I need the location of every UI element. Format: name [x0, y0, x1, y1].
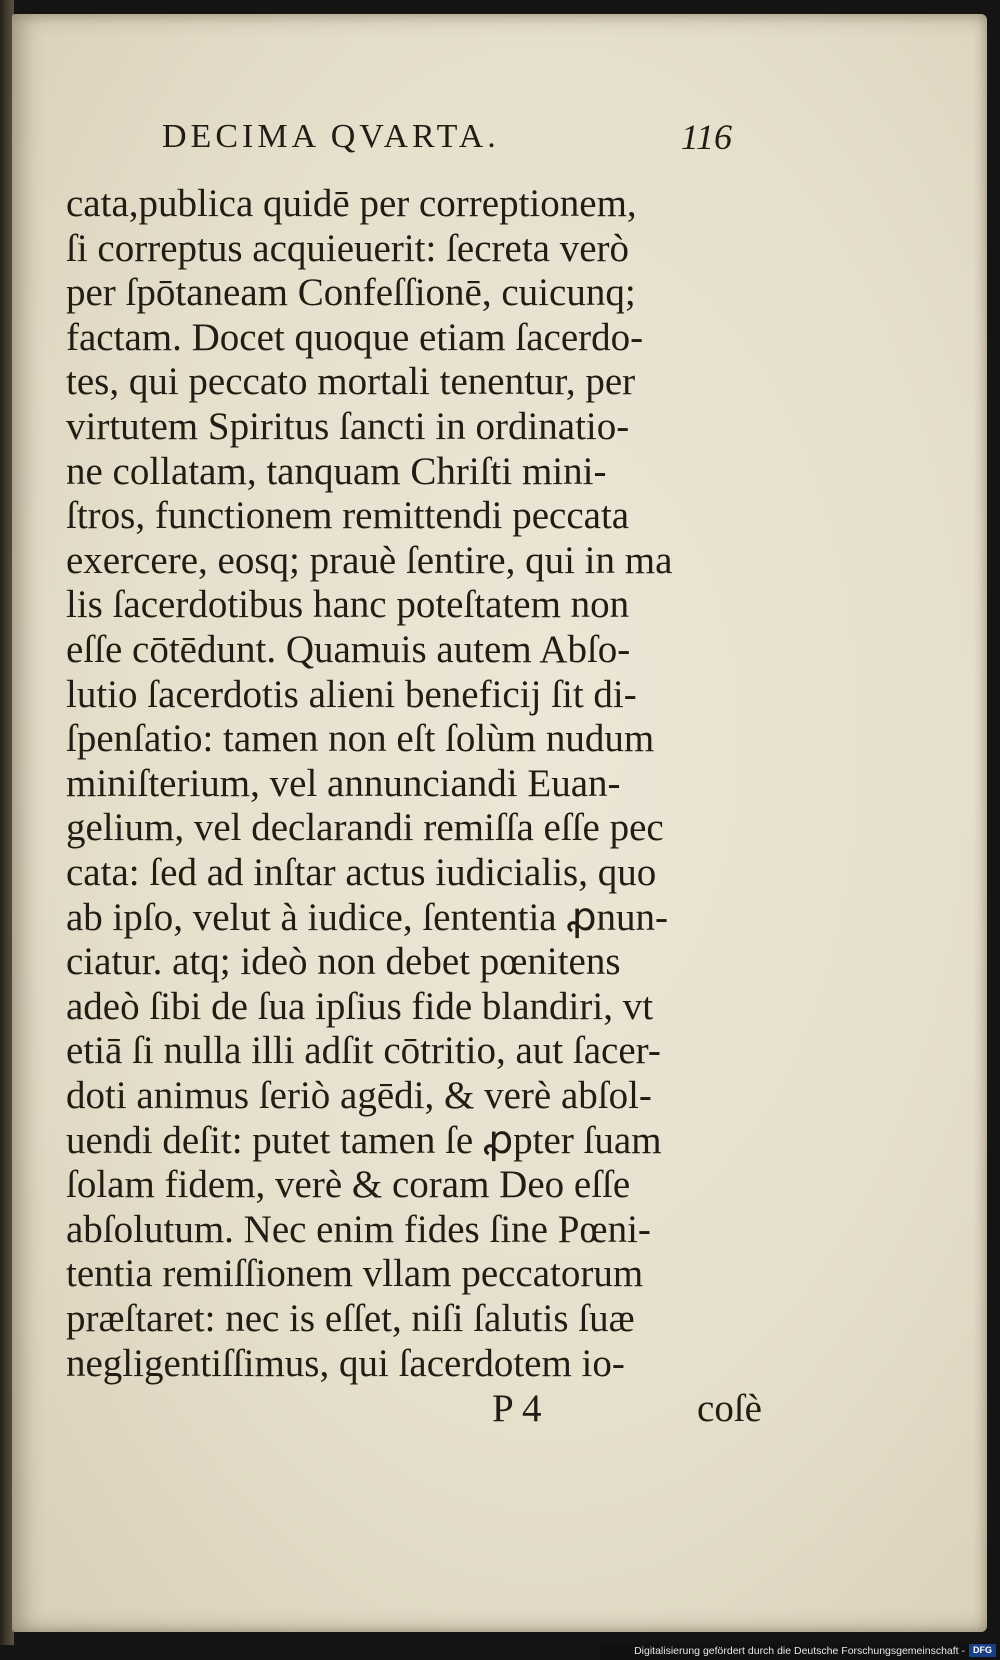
text-line: lis ſacerdotibus hanc poteſtatem non [66, 583, 630, 627]
text-line: ſi correptus acquieuerit: ſecreta verò [66, 226, 630, 270]
page-sheet [12, 14, 987, 1632]
text-line: lutio ſacerdotis alieni beneficij ſit di- [66, 672, 637, 716]
catchword: coſè [697, 1387, 762, 1430]
text-line: abſolutum. Nec enim fides ſine Pœni- [66, 1207, 651, 1251]
text-line: doti animus ſeriò agēdi, & verè abſol- [66, 1074, 652, 1117]
credit-text: Digitalisierung gefördert durch die Deutsche Forschungsgemeinschaft - [634, 1645, 965, 1657]
catchline [492, 1386, 762, 1436]
text-line: ſtros, functionem remittendi peccata [66, 494, 630, 538]
text-line: cata: ſed ad inſtar actus iudicialis, quo [66, 851, 657, 894]
text-line: ſolam fidem, verè & coram Deo eſſe [66, 1163, 631, 1207]
text-line: ciatur. atq; ideò non debet pœnitens [66, 940, 621, 984]
text-line: eſſe cōtēdunt. Quamuis autem Abſo- [66, 628, 631, 671]
text-line: miniſterium, vel annunciandi Euan- [66, 761, 621, 805]
text-line: tes, qui peccato mortali tenentur, per [66, 360, 636, 404]
text-line: cata,publica quidē per correptionem, [66, 182, 637, 225]
text-line: negligentiſſimus, qui ſacerdotem io- [66, 1341, 625, 1385]
text-line: gelium, vel declarandi remiſſa eſſe pec [66, 806, 664, 850]
text-line: exercere, eosq; prauè ſentire, qui in ma [66, 538, 673, 582]
text-line: ab ipſo, velut à iudice, ſententia ꝓnun- [66, 895, 669, 939]
running-head [162, 118, 732, 168]
text-line: tentia remiſſionem vllam peccatorum [66, 1252, 644, 1296]
signature-mark: P 4 [492, 1387, 542, 1430]
folio-number: 116 [680, 117, 732, 157]
text-line: adeò ſibi de ſua ipſius fide blandiri, vt [66, 984, 654, 1028]
text-line: factam. Docet quoque etiam ſacerdo- [66, 315, 644, 359]
text-line: per ſpōtaneam Confeſſionē, cuicunq; [66, 271, 636, 315]
running-head-title: DECIMA QVARTA. [162, 118, 500, 155]
text-line: ſpenſatio: tamen non eſt ſolùm nudum [66, 717, 655, 761]
text-line: præſtaret: nec is eſſet, niſi ſalutis ſuæ [66, 1297, 635, 1340]
text-line: virtutem Spiritus ſancti in ordinatio- [66, 405, 630, 448]
text-line: etiā ſi nulla illi adſit cōtritio, aut ſacer- [66, 1029, 661, 1073]
digitization-credit [600, 1643, 1000, 1660]
text-line: uendi deſit: putet tamen ſe ꝓpter ſuam [66, 1118, 662, 1162]
text-line: ne collatam, tanquam Chriſti mini- [66, 449, 607, 493]
dfg-logo: DFG [969, 1644, 996, 1657]
